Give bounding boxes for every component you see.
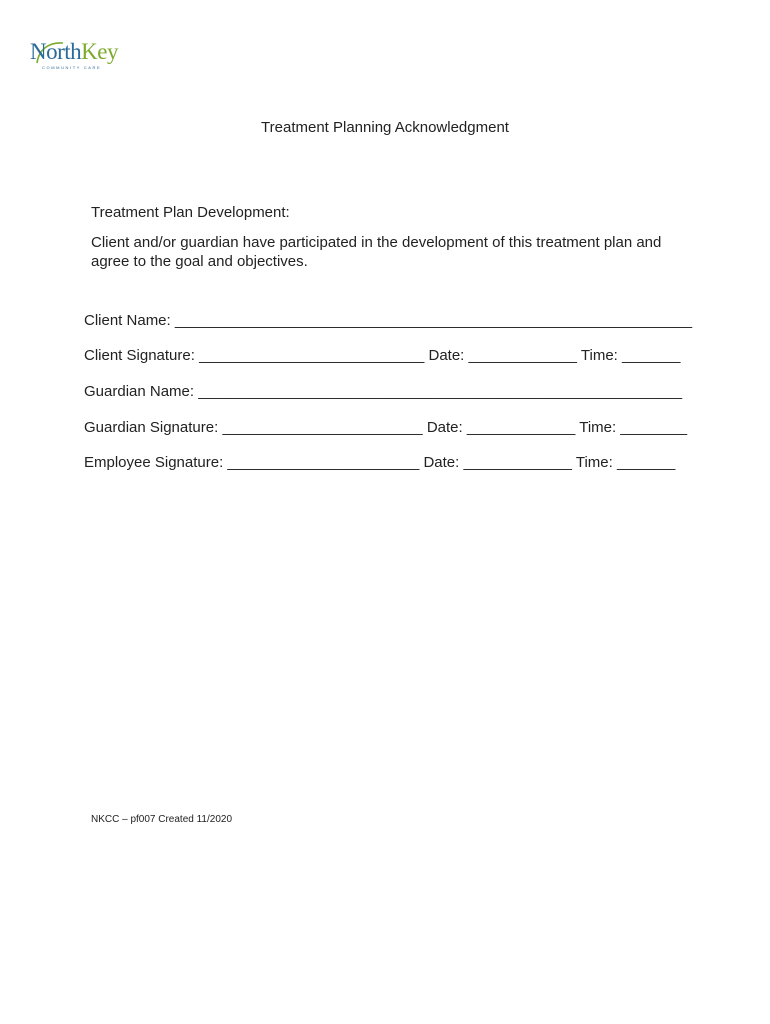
- document-title: Treatment Planning Acknowledgment: [261, 119, 509, 136]
- client-time-field[interactable]: _______: [622, 347, 681, 364]
- logo-name-key: Key: [81, 39, 118, 64]
- client-signature-field[interactable]: ___________________________: [199, 347, 425, 364]
- guardian-time-label: Time:: [579, 419, 617, 436]
- client-signature-label: Client Signature:: [84, 347, 195, 364]
- employee-signature-label: Employee Signature:: [84, 454, 224, 471]
- employee-date-field[interactable]: _____________: [463, 454, 572, 471]
- guardian-time-field[interactable]: ________: [620, 419, 688, 436]
- northkey-logo: [30, 38, 130, 74]
- client-name-field[interactable]: ______________________________________________________________: [174, 312, 693, 329]
- guardian-date-label: Date:: [426, 419, 463, 436]
- employee-signature-row: [84, 454, 675, 472]
- logo-name-north: North: [30, 39, 82, 64]
- employee-time-field[interactable]: _______: [616, 454, 676, 471]
- client-date-field[interactable]: _____________: [468, 347, 577, 364]
- client-time-label: Time:: [580, 347, 618, 364]
- guardian-signature-label: Guardian Signature:: [84, 419, 219, 436]
- section-body: Client and/or guardian have participated in the development of this treatment plan and agree to the goal and objectives.: [91, 234, 662, 270]
- guardian-date-field[interactable]: _____________: [466, 419, 576, 436]
- employee-time-label: Time:: [575, 454, 613, 471]
- employee-date-label: Date:: [423, 454, 460, 471]
- logo-wordmark: [30, 38, 118, 66]
- guardian-name-field[interactable]: __________________________________________________________: [198, 383, 683, 400]
- form-footer-code: NKCC – pf007 Created 11/2020: [91, 814, 233, 825]
- guardian-name-label: Guardian Name:: [84, 383, 195, 400]
- client-name-label: Client Name:: [84, 312, 171, 329]
- logo-tagline: COMMUNITY CARE: [42, 65, 102, 70]
- client-name-row: [84, 312, 692, 330]
- guardian-signature-field[interactable]: ________________________: [222, 419, 423, 436]
- client-date-label: Date:: [428, 347, 465, 364]
- section-heading: Treatment Plan Development:: [91, 204, 290, 221]
- guardian-name-row: [84, 383, 682, 401]
- employee-signature-field[interactable]: _______________________: [227, 454, 420, 471]
- client-signature-row: [84, 347, 680, 365]
- guardian-signature-row: [84, 419, 687, 437]
